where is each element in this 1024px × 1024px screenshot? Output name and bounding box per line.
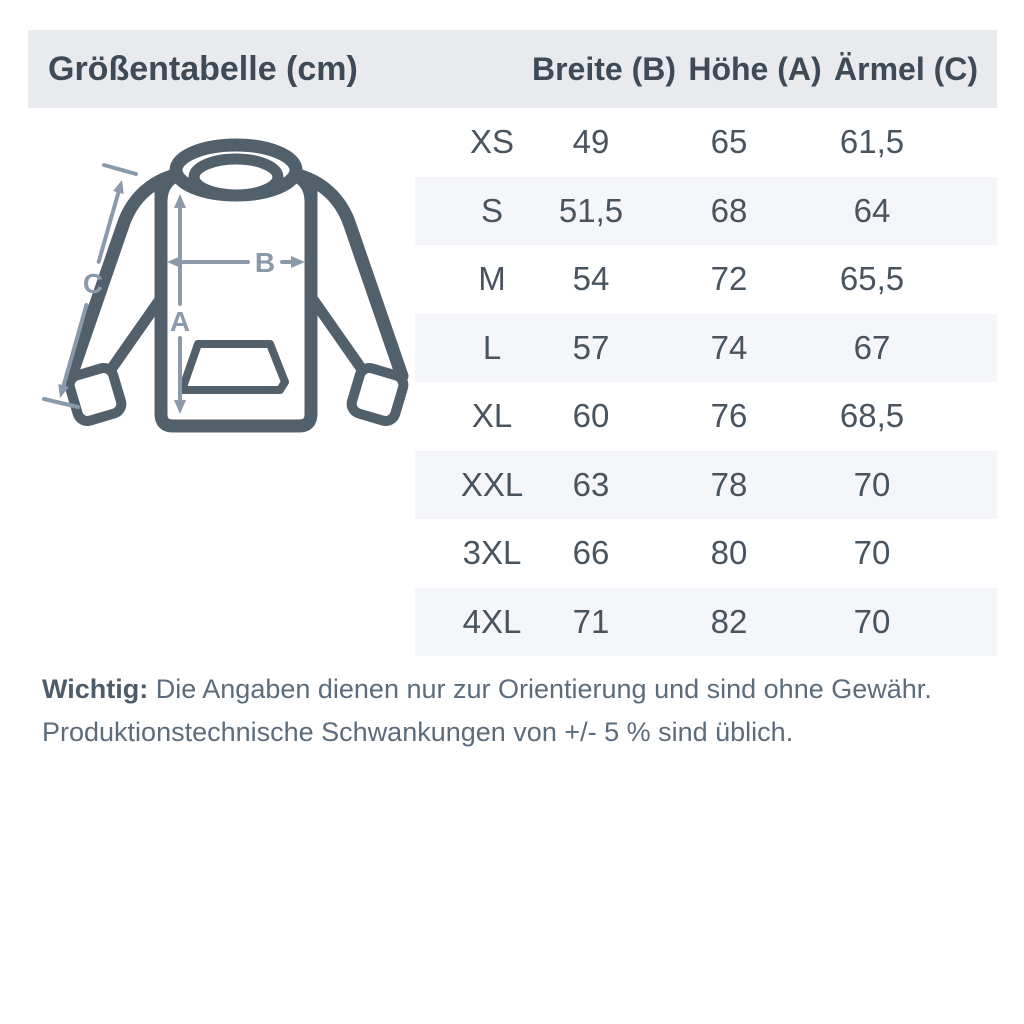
size-cell: XL: [471, 397, 513, 434]
disclaimer-text: [42, 668, 972, 754]
breite-cell: 51,5: [558, 191, 624, 229]
hoehe-cell: 72: [710, 260, 748, 297]
size-cell: S: [480, 191, 503, 229]
aermel-cell: 70: [853, 602, 891, 640]
breite-cell: 49: [572, 123, 610, 160]
dimension-arrow-b: [167, 256, 305, 268]
breite-cell: 71: [572, 602, 610, 640]
column-header-hoehe: Höhe (A): [688, 51, 822, 87]
size-cell: XS: [469, 123, 515, 160]
table-row-m: [415, 245, 997, 314]
size-table: [415, 108, 997, 656]
size-cell: 3XL: [462, 534, 522, 571]
breite-cell: 66: [572, 534, 610, 571]
hoodie-diagram-icon: [30, 120, 430, 460]
disclaimer-line1: Die Angaben dienen nur zur Orientierung und sind ohne Gewähr.: [155, 674, 932, 704]
aermel-cell: 70: [853, 534, 891, 571]
hoehe-cell: 74: [710, 328, 748, 366]
size-cell: M: [478, 260, 506, 297]
dimension-label-c: C: [82, 268, 104, 299]
size-cell: 4XL: [462, 602, 522, 640]
left-cuff: [67, 366, 123, 424]
hoehe-cell: 68: [710, 191, 748, 229]
left-sleeve-inner: [112, 298, 161, 368]
disclaimer-line2: Produktionstechnische Schwankungen von +/- 5 % sind üblich.: [42, 717, 794, 747]
table-row-xxl: [415, 451, 997, 520]
dimension-label-b: B: [254, 247, 276, 278]
table-row-4xl: [415, 588, 997, 657]
table-row-3xl: [415, 519, 997, 588]
breite-cell: 60: [572, 397, 610, 434]
column-header-breite: Breite (B): [531, 51, 676, 87]
pocket: [182, 344, 285, 390]
aermel-cell: 67: [853, 328, 891, 366]
breite-cell: 54: [572, 260, 610, 297]
size-cell: XXL: [460, 465, 524, 503]
page-title: Größentabelle (cm): [48, 50, 358, 88]
right-sleeve-inner: [312, 298, 361, 368]
disclaimer-label: Wichtig:: [42, 674, 149, 704]
aermel-cell: 70: [853, 465, 891, 503]
hoehe-cell: 80: [710, 534, 748, 571]
aermel-cell: 64: [853, 191, 891, 229]
hood-inner: [194, 159, 278, 195]
table-row-xs: [415, 108, 997, 177]
aermel-cell: 65,5: [839, 260, 905, 297]
aermel-cell: 68,5: [839, 397, 905, 434]
table-row-s: [415, 177, 997, 246]
hoehe-cell: 78: [710, 465, 748, 503]
extension-tick-top: [104, 165, 136, 174]
column-header-aermel: Ärmel (C): [834, 51, 979, 87]
hoehe-cell: 65: [710, 123, 748, 160]
breite-cell: 57: [572, 328, 610, 366]
size-cell: L: [482, 328, 502, 366]
size-chart-header: [28, 30, 997, 108]
table-row-l: [415, 314, 997, 383]
breite-cell: 63: [572, 465, 610, 503]
hoehe-cell: 76: [710, 397, 748, 434]
dimension-label-a: A: [169, 306, 191, 337]
right-cuff: [349, 366, 405, 424]
aermel-cell: 61,5: [839, 123, 905, 160]
hoehe-cell: 82: [710, 602, 748, 640]
table-row-xl: [415, 382, 997, 451]
